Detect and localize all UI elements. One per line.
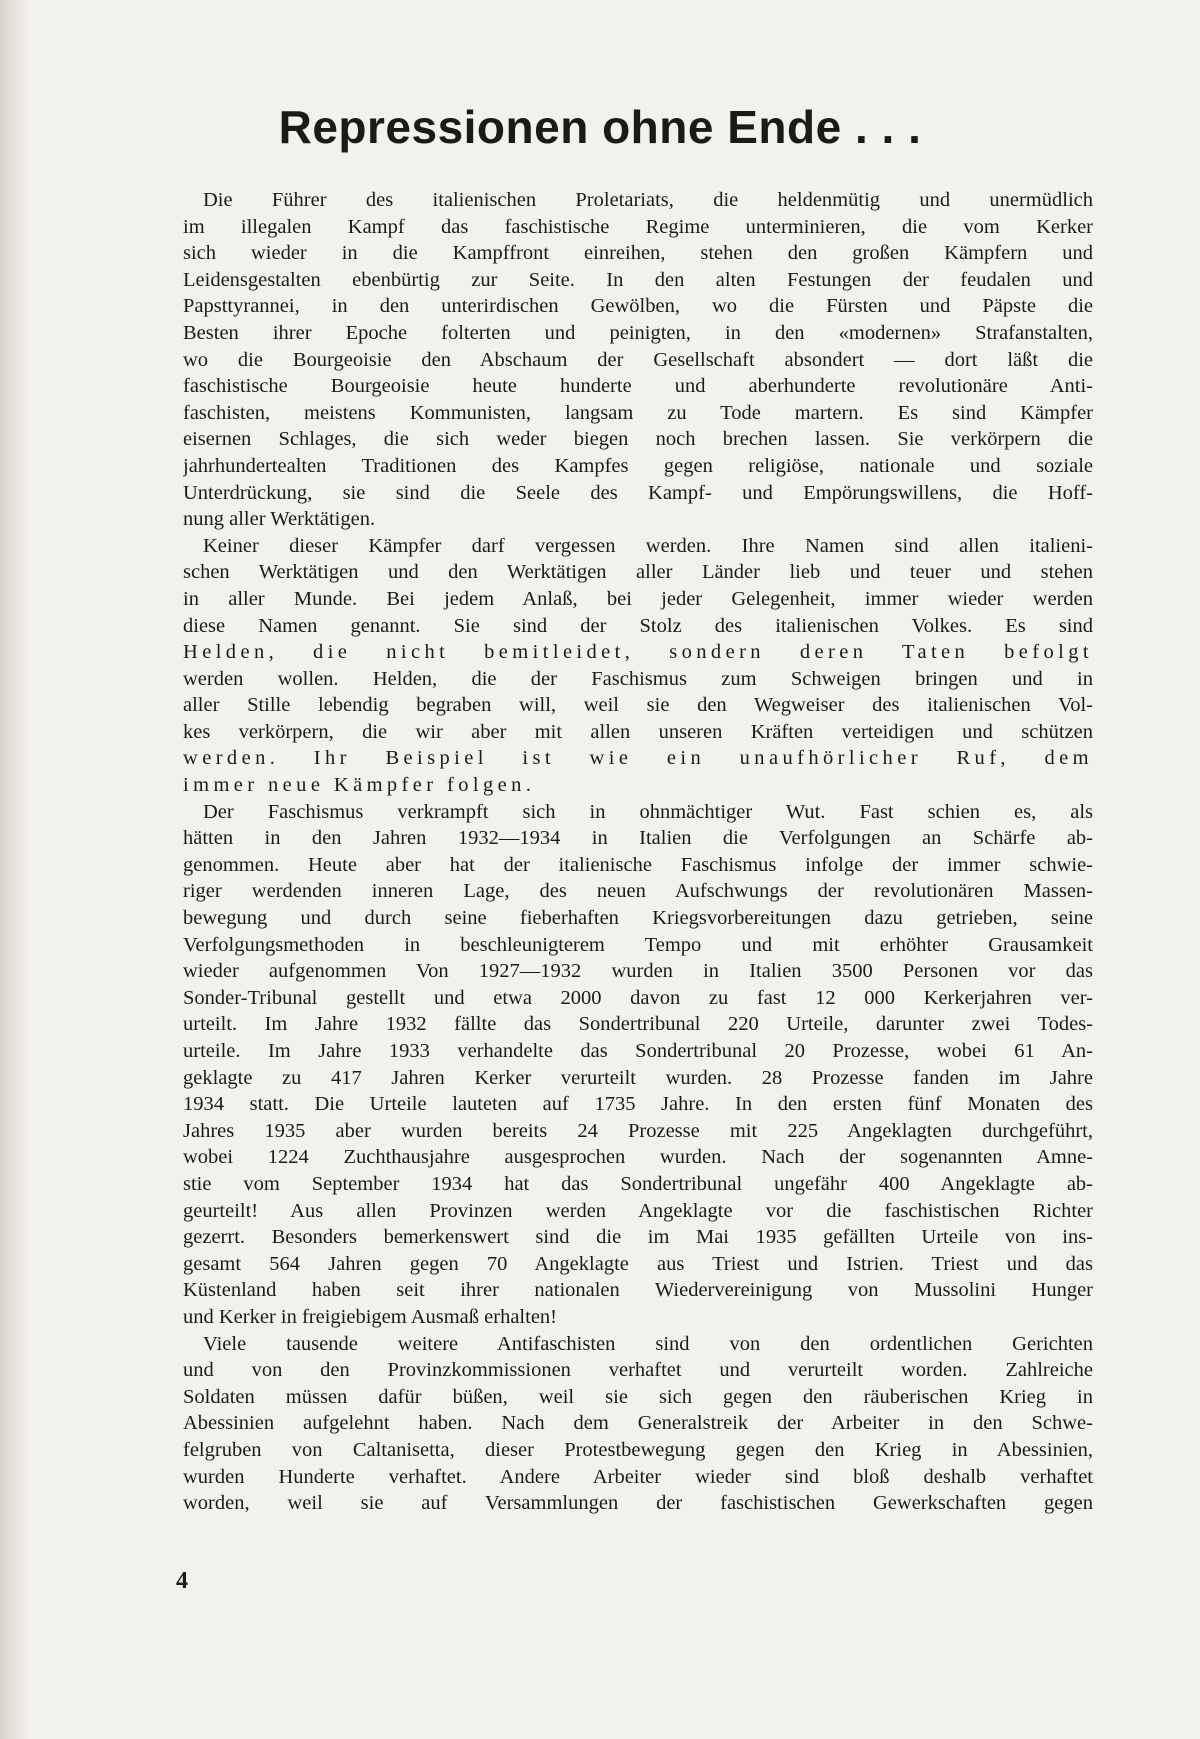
paragraph <box>183 1331 1093 1517</box>
text-line: Besten ihrer Epoche folterten und peinigten, in den «modernen» Strafanstalten, <box>183 321 1093 344</box>
text-line: felgruben von Caltanisetta, dieser Protestbewegung gegen den Krieg in Abessinien, <box>183 1438 1093 1461</box>
text-line: kes verkörpern, die wir aber mit allen unseren Kräften verteidigen und schützen <box>183 720 1093 743</box>
text-line: worden, weil sie auf Versammlungen der faschistischen Gewerkschaften gegen <box>183 1492 1093 1515</box>
text-line: diese Namen genannt. Sie sind der Stolz des italienischen Volkes. Es sind <box>183 614 1093 637</box>
text-line: urteile. Im Jahre 1933 verhandelte das Sondertribunal 20 Prozesse, wobei 61 An- <box>183 1040 1093 1062</box>
text-line: Soldaten müssen dafür büßen, weil sie sich gegen den räuberischen Krieg in <box>183 1385 1093 1408</box>
text-line-spaced: Helden, die nicht bemitleidet, sondern deren Taten befolgt <box>183 641 1093 664</box>
page-title: Repressionen ohne Ende . . . <box>278 101 922 153</box>
paragraph <box>183 799 1093 1331</box>
text-line: nung aller Werktätigen. <box>183 508 376 531</box>
paragraph <box>183 187 1093 533</box>
text-line: bewegung und durch seine fieberhaften Kriegsvorbereitungen dazu getrieben, seine <box>183 907 1093 930</box>
text-line: 1934 statt. Die Urteile lauteten auf 1735 Jahre. In den ersten fünf Monaten des <box>183 1093 1093 1116</box>
text-line: Der Faschismus verkrampft sich in ohnmächtiger Wut. Fast schien es, als <box>203 800 1093 823</box>
text-line: genommen. Heute aber hat der italienische Faschismus infolge der immer schwie- <box>183 853 1093 876</box>
page-number: 4 <box>176 1568 188 1594</box>
text-line: und Kerker in freigiebigem Ausmaß erhalten! <box>183 1305 557 1328</box>
text-line: Sonder-Tribunal gestellt und etwa 2000 davon zu fast 12 000 Kerkerjahren ver- <box>183 986 1093 1009</box>
text-line: Küstenland haben seit ihrer nationalen Wiedervereinigung von Mussolini Hunger <box>183 1279 1093 1302</box>
text-line: schen Werktätigen und den Werktätigen aller Länder lieb und teuer und stehen <box>183 561 1093 584</box>
text-line: Viele tausende weitere Antifaschisten sind von den ordentlichen Gerichten <box>203 1332 1093 1355</box>
text-line: gezerrt. Besonders bemerkenswert sind die im Mai 1935 gefällten Urteile von ins- <box>183 1226 1093 1249</box>
text-line: jahrhundertealten Traditionen des Kampfes gegen religiöse, nationale und soziale <box>183 454 1093 477</box>
text-line: faschistische Bourgeoisie heute hunderte und aberhunderte revolutionäre Anti- <box>183 375 1093 398</box>
text-line: riger werdenden inneren Lage, des neuen Aufschwungs der revolutionären Massen- <box>183 880 1093 903</box>
text-line: urteilt. Im Jahre 1932 fällte das Sondertribunal 220 Urteile, darunter zwei Todes- <box>183 1013 1093 1036</box>
text-line: werden wollen. Helden, die der Faschismus zum Schweigen bringen und in <box>183 667 1093 690</box>
page-spine-shadow <box>0 0 28 1739</box>
text-line: sich wieder in die Kampffront einreihen, stehen den großen Kämpfern und <box>183 242 1093 265</box>
text-line: wobei 1224 Zuchthausjahre ausgesprochen wurden. Nach der sogenannten Amne- <box>183 1146 1093 1169</box>
text-line: aller Stille lebendig begraben will, weil sie den Wegweiser des italienischen Vol- <box>183 694 1093 717</box>
text-line: eisernen Schlages, die sich weder biegen noch brechen lassen. Sie verkörpern die <box>183 428 1093 451</box>
text-line: wo die Bourgeoisie den Abschaum der Gesellschaft absondert — dort läßt die <box>183 348 1093 371</box>
text-line: Leidensgestalten ebenbürtig zur Seite. In den alten Festungen der feudalen und <box>183 268 1093 291</box>
text-line: Verfolgungsmethoden in beschleunigterem Tempo und mit erhöhter Grausamkeit <box>183 933 1093 956</box>
body-text <box>183 187 1093 1517</box>
text-line: gesamt 564 Jahren gegen 70 Angeklagte aus Triest und Istrien. Triest und das <box>183 1252 1093 1275</box>
text-line: Die Führer des italienischen Proletariats, die heldenmütig und unermüdlich <box>203 189 1093 211</box>
text-line: stie vom September 1934 hat das Sondertribunal ungefähr 400 Angeklagte ab- <box>183 1172 1093 1195</box>
text-line: Keiner dieser Kämpfer darf vergessen werden. Ihre Namen sind allen italieni- <box>203 534 1093 557</box>
text-line: Papsttyrannei, in den unterirdischen Gewölben, wo die Fürsten und Päpste die <box>183 295 1093 318</box>
paragraph <box>183 533 1093 799</box>
text-line: geurteilt! Aus allen Provinzen werden Angeklagte vor die faschistischen Richter <box>183 1199 1093 1222</box>
text-line: faschisten, meistens Kommunisten, langsam zu Tode martern. Es sind Kämpfer <box>183 401 1093 424</box>
text-line: in aller Munde. Bei jedem Anlaß, bei jeder Gelegenheit, immer wieder werden <box>183 587 1093 610</box>
text-line: hätten in den Jahren 1932—1934 in Italien die Verfolgungen an Schärfe ab- <box>183 827 1093 850</box>
text-line: Abessinien aufgelehnt haben. Nach dem Generalstreik der Arbeiter in den Schwe- <box>183 1412 1093 1435</box>
text-line: Jahres 1935 aber wurden bereits 24 Prozesse mit 225 Angeklagten durchgeführt, <box>183 1119 1093 1142</box>
text-line-spaced: werden. Ihr Beispiel ist wie ein unaufhörlicher Ruf, dem <box>183 747 1093 770</box>
text-line: geklagte zu 417 Jahren Kerker verurteilt wurden. 28 Prozesse fanden im Jahre <box>183 1066 1093 1089</box>
text-line: Unterdrückung, sie sind die Seele des Kampf- und Empörungswillens, die Hoff- <box>183 481 1093 504</box>
text-line: wieder aufgenommen Von 1927—1932 wurden in Italien 3500 Personen vor das <box>183 960 1093 983</box>
text-line: im illegalen Kampf das faschistische Regime unterminieren, die vom Kerker <box>183 215 1093 238</box>
text-line-spaced: immer neue Kämpfer folgen. <box>183 774 536 797</box>
text-line: und von den Provinzkommissionen verhaftet und verurteilt worden. Zahlreiche <box>183 1359 1093 1382</box>
text-line: wurden Hunderte verhaftet. Andere Arbeiter wieder sind bloß deshalb verhaftet <box>183 1465 1093 1488</box>
